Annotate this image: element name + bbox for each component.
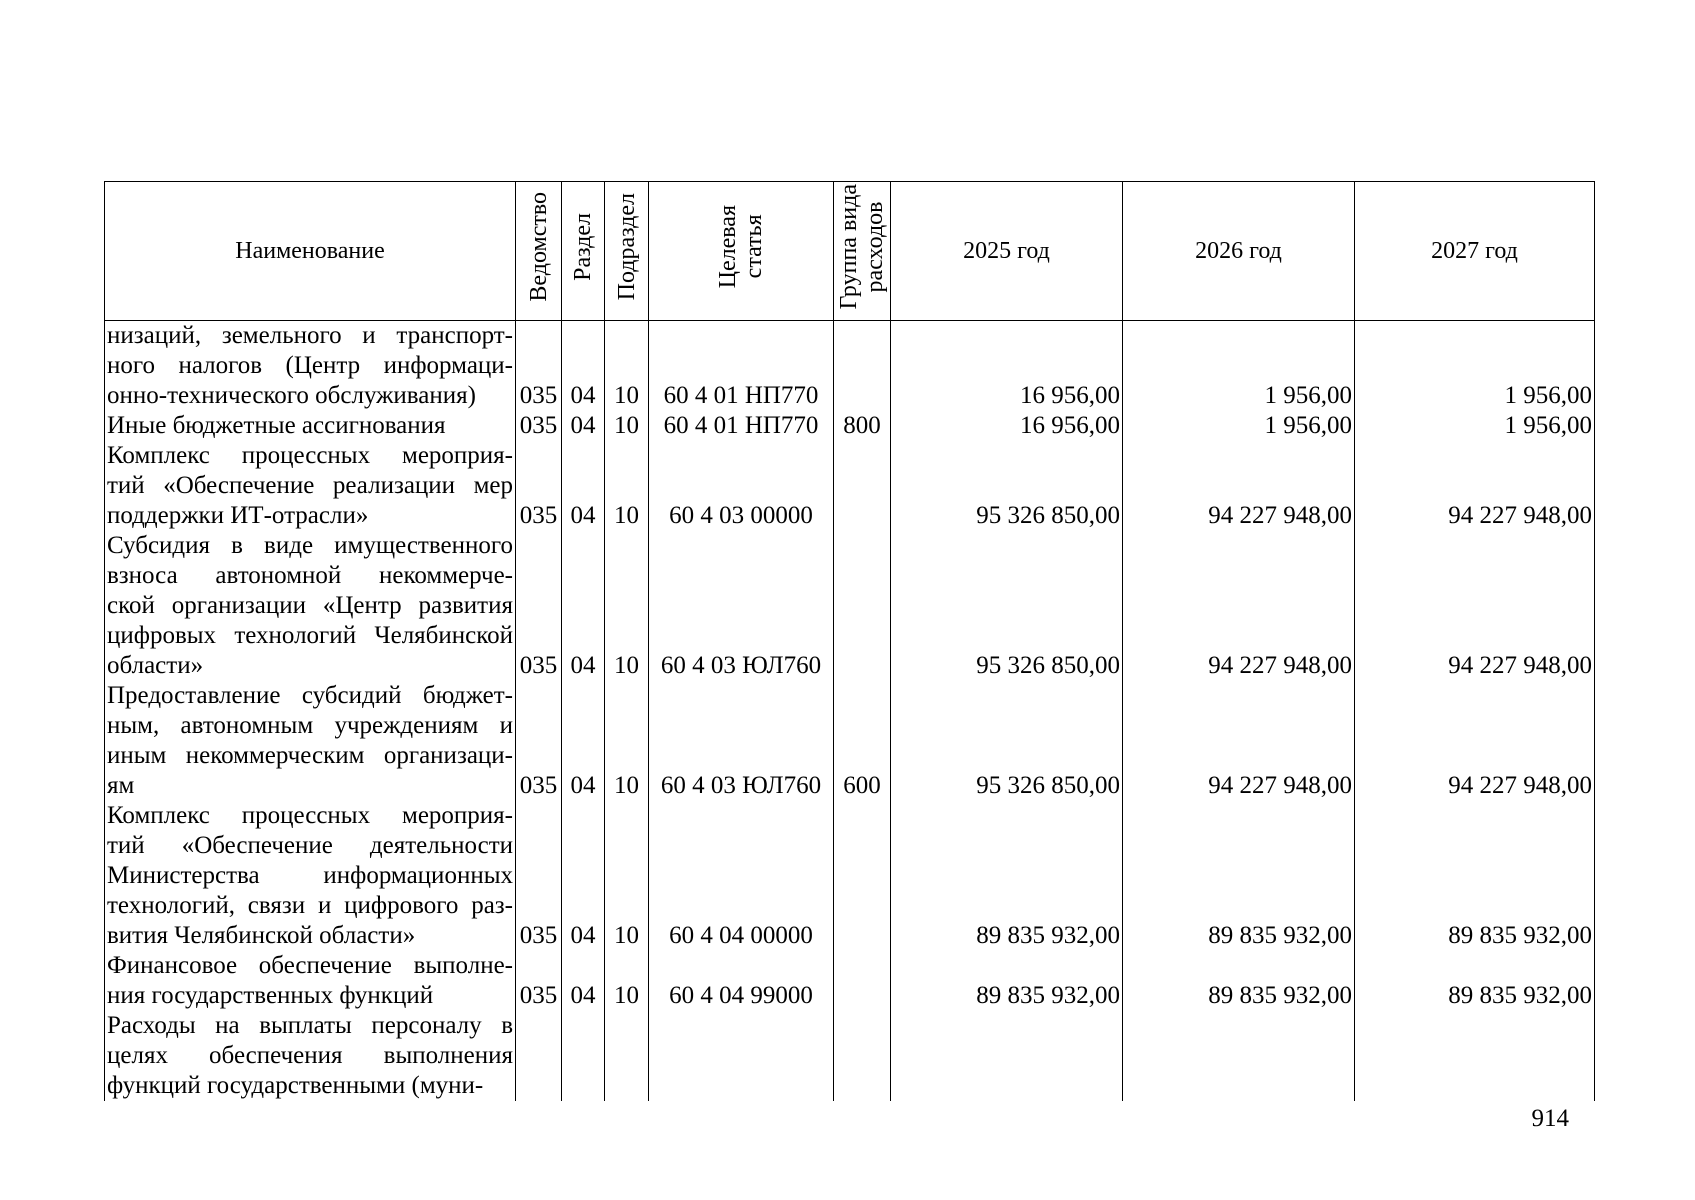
row-section — [562, 1011, 605, 1101]
row-amount-2026: 89 835 932,00 — [1123, 801, 1355, 951]
header-section: Раздел — [562, 182, 605, 321]
table-row — [105, 411, 1595, 441]
header-2027: 2027 год — [1355, 182, 1595, 321]
row-section: 04 — [562, 411, 605, 441]
row-dept: 035 — [516, 321, 562, 412]
row-group — [834, 441, 891, 531]
table-row — [105, 441, 1595, 531]
table-header-row — [105, 182, 1595, 321]
row-amount-2026: 94 227 948,00 — [1123, 681, 1355, 801]
row-amount-2026: 1 956,00 — [1123, 411, 1355, 441]
header-2025: 2025 год — [891, 182, 1123, 321]
budget-table — [104, 181, 1595, 1101]
row-name-line: Комплекс процессных мероприя- — [107, 802, 513, 829]
row-name-line: целях обеспечения выполнения — [107, 1042, 513, 1069]
row-amount-2025: 89 835 932,00 — [891, 801, 1123, 951]
row-subsection: 10 — [605, 321, 649, 412]
row-amount-2026 — [1123, 1011, 1355, 1101]
row-name — [105, 681, 516, 801]
row-dept: 035 — [516, 681, 562, 801]
row-section: 04 — [562, 681, 605, 801]
row-amount-2027: 89 835 932,00 — [1355, 801, 1595, 951]
row-name-line: тий «Обеспечение реализации мер — [107, 472, 513, 499]
row-section: 04 — [562, 531, 605, 681]
row-dept: 035 — [516, 531, 562, 681]
row-name — [105, 951, 516, 1011]
row-group — [834, 801, 891, 951]
row-name-line: тий «Обеспечение деятельности — [107, 832, 513, 859]
row-name-line: Комплекс процессных мероприя- — [107, 442, 513, 469]
row-target: 60 4 01 НП770 — [649, 411, 834, 441]
row-name — [105, 321, 516, 412]
row-group — [834, 1011, 891, 1101]
row-subsection: 10 — [605, 531, 649, 681]
header-2026: 2026 год — [1123, 182, 1355, 321]
row-subsection: 10 — [605, 411, 649, 441]
row-target: 60 4 03 ЮЛ760 — [649, 531, 834, 681]
row-target: 60 4 04 99000 — [649, 951, 834, 1011]
row-amount-2025 — [891, 1011, 1123, 1101]
row-name-line: Иные бюджетные ассигнования — [107, 412, 446, 439]
row-name-line: онно-технического обслуживания) — [107, 382, 476, 409]
row-name-line: взноса автономной некоммерче- — [107, 562, 513, 589]
row-name — [105, 801, 516, 951]
row-target: 60 4 03 ЮЛ760 — [649, 681, 834, 801]
row-amount-2026: 1 956,00 — [1123, 321, 1355, 412]
row-section: 04 — [562, 951, 605, 1011]
row-name-line: поддержки ИТ-отрасли» — [107, 502, 369, 529]
header-target: Целевая статья — [649, 182, 834, 321]
row-section: 04 — [562, 321, 605, 412]
row-name — [105, 1011, 516, 1101]
row-dept: 035 — [516, 951, 562, 1011]
row-group — [834, 951, 891, 1011]
row-target: 60 4 03 00000 — [649, 441, 834, 531]
row-name-line: Расходы на выплаты персоналу в — [107, 1012, 513, 1039]
row-name — [105, 411, 516, 441]
row-name-line: Министерства информационных — [107, 862, 513, 889]
row-target — [649, 1011, 834, 1101]
header-subsection: Подраздел — [605, 182, 649, 321]
row-name-line: ного налогов (Центр информаци- — [107, 352, 513, 379]
header-name: Наименование — [105, 182, 516, 321]
table-row — [105, 951, 1595, 1011]
row-name-line: иным некоммерческим организаци- — [107, 742, 513, 769]
row-name-line: технологий, связи и цифрового раз- — [107, 892, 513, 919]
row-amount-2025: 95 326 850,00 — [891, 531, 1123, 681]
row-name-line: Финансовое обеспечение выполне- — [107, 952, 513, 979]
row-name-line: ным, автономным учреждениям и — [107, 712, 513, 739]
row-name-line: вития Челябинской области» — [107, 922, 416, 949]
row-group — [834, 321, 891, 412]
row-amount-2027 — [1355, 1011, 1595, 1101]
table-body — [105, 321, 1595, 1102]
row-amount-2027: 94 227 948,00 — [1355, 531, 1595, 681]
row-group: 800 — [834, 411, 891, 441]
row-name-line: функций государственными (муни- — [107, 1072, 484, 1099]
row-name-line: низаций, земельного и транспорт- — [107, 322, 513, 349]
page-number: 914 — [1531, 1105, 1569, 1132]
row-subsection: 10 — [605, 801, 649, 951]
table-row — [105, 801, 1595, 951]
row-amount-2027: 89 835 932,00 — [1355, 951, 1595, 1011]
row-name-line: Предоставление субсидий бюджет- — [107, 682, 513, 709]
row-group: 600 — [834, 681, 891, 801]
row-subsection: 10 — [605, 681, 649, 801]
row-name — [105, 531, 516, 681]
row-target: 60 4 01 НП770 — [649, 321, 834, 412]
row-name-line: области» — [107, 652, 204, 679]
row-amount-2025: 89 835 932,00 — [891, 951, 1123, 1011]
row-dept: 035 — [516, 441, 562, 531]
row-amount-2025: 95 326 850,00 — [891, 681, 1123, 801]
row-name — [105, 441, 516, 531]
row-name-line: ям — [107, 772, 135, 799]
row-amount-2027: 94 227 948,00 — [1355, 441, 1595, 531]
table-row — [105, 1011, 1595, 1101]
header-group: Группа вида расходов — [834, 182, 891, 321]
table-row — [105, 681, 1595, 801]
row-name-line: Субсидия в виде имущественного — [107, 532, 513, 559]
row-amount-2027: 94 227 948,00 — [1355, 681, 1595, 801]
row-subsection — [605, 1011, 649, 1101]
row-amount-2025: 16 956,00 — [891, 321, 1123, 412]
row-amount-2025: 16 956,00 — [891, 411, 1123, 441]
row-name-line: ния государственных функций — [107, 982, 434, 1009]
row-target: 60 4 04 00000 — [649, 801, 834, 951]
row-subsection: 10 — [605, 441, 649, 531]
row-dept — [516, 1011, 562, 1101]
row-amount-2026: 89 835 932,00 — [1123, 951, 1355, 1011]
row-dept: 035 — [516, 411, 562, 441]
row-amount-2027: 1 956,00 — [1355, 321, 1595, 412]
row-subsection: 10 — [605, 951, 649, 1011]
header-dept: Ведомство — [516, 182, 562, 321]
table-row — [105, 531, 1595, 681]
row-name-line: цифровых технологий Челябинской — [107, 622, 513, 649]
row-amount-2027: 1 956,00 — [1355, 411, 1595, 441]
row-amount-2026: 94 227 948,00 — [1123, 441, 1355, 531]
row-amount-2025: 95 326 850,00 — [891, 441, 1123, 531]
row-name-line: ской организации «Центр развития — [107, 592, 513, 619]
row-group — [834, 531, 891, 681]
table-row — [105, 321, 1595, 412]
row-dept: 035 — [516, 801, 562, 951]
row-amount-2026: 94 227 948,00 — [1123, 531, 1355, 681]
row-section: 04 — [562, 801, 605, 951]
row-section: 04 — [562, 441, 605, 531]
